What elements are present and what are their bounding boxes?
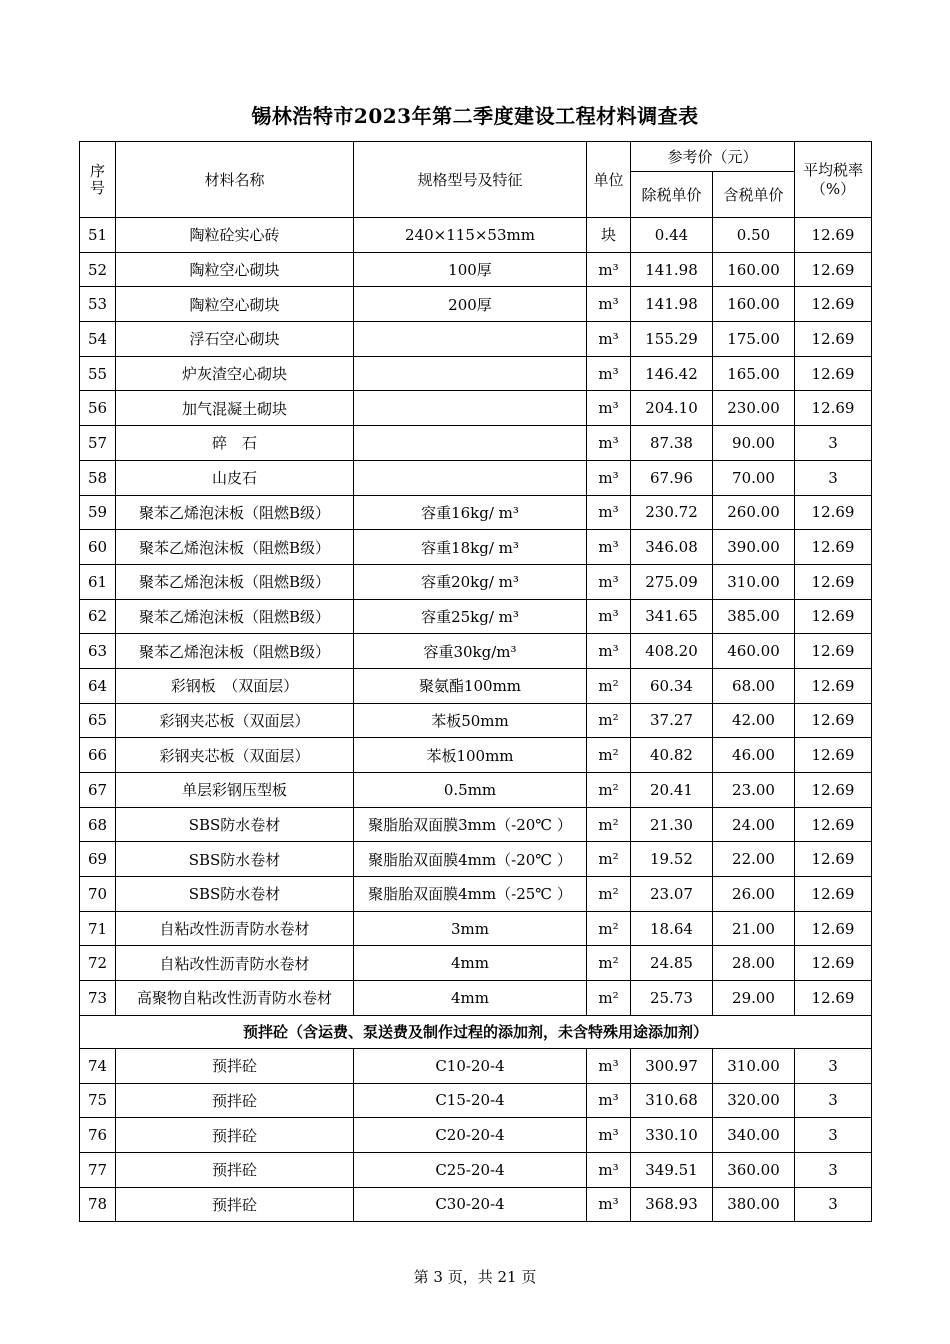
header-unit: 单位 [587,142,631,218]
cell-ex-tax-price: 19.52 [631,842,713,877]
cell-ex-tax-price: 25.73 [631,981,713,1016]
cell-tax-rate: 12.69 [795,877,872,912]
cell-tax-rate: 12.69 [795,911,872,946]
cell-ex-tax-price: 87.38 [631,426,713,461]
table-row [80,287,872,322]
cell-tax-rate: 12.69 [795,599,872,634]
cell-unit: m³ [587,1118,631,1153]
cell-seq: 51 [80,218,116,253]
cell-unit: m³ [587,391,631,426]
cell-inc-tax-price: 160.00 [713,252,795,287]
cell-inc-tax-price: 68.00 [713,668,795,703]
cell-spec: C30-20-4 [354,1187,587,1222]
cell-spec: 苯板50mm [354,703,587,738]
table-row [80,599,872,634]
cell-ex-tax-price: 346.08 [631,530,713,565]
cell-seq: 57 [80,426,116,461]
cell-name: 单层彩钢压型板 [116,773,354,808]
table-row [80,564,872,599]
cell-ex-tax-price: 204.10 [631,391,713,426]
table-row [80,773,872,808]
cell-unit: m² [587,842,631,877]
table-row [80,807,872,842]
table-body-b [80,1048,872,1221]
cell-tax-rate: 3 [795,1048,872,1083]
table-row [80,218,872,253]
cell-tax-rate: 3 [795,1187,872,1222]
cell-tax-rate: 12.69 [795,495,872,530]
cell-name: SBS防水卷材 [116,877,354,912]
cell-ex-tax-price: 310.68 [631,1083,713,1118]
cell-unit: m² [587,668,631,703]
cell-inc-tax-price: 380.00 [713,1187,795,1222]
cell-unit: m³ [587,634,631,669]
cell-ex-tax-price: 275.09 [631,564,713,599]
table-row [80,1187,872,1222]
table-row [80,322,872,357]
cell-unit: m³ [587,426,631,461]
cell-tax-rate: 12.69 [795,807,872,842]
cell-inc-tax-price: 46.00 [713,738,795,773]
cell-ex-tax-price: 60.34 [631,668,713,703]
cell-name: 加气混凝土砌块 [116,391,354,426]
cell-seq: 70 [80,877,116,912]
cell-seq: 53 [80,287,116,322]
cell-inc-tax-price: 21.00 [713,911,795,946]
cell-inc-tax-price: 310.00 [713,564,795,599]
table-row [80,426,872,461]
cell-unit: m³ [587,1083,631,1118]
cell-unit: m³ [587,322,631,357]
cell-tax-rate: 12.69 [795,218,872,253]
cell-inc-tax-price: 70.00 [713,460,795,495]
cell-unit: m² [587,877,631,912]
cell-inc-tax-price: 340.00 [713,1118,795,1153]
cell-spec: 100厚 [354,252,587,287]
table-row [80,703,872,738]
cell-seq: 76 [80,1118,116,1153]
materials-table [79,141,872,1222]
cell-inc-tax-price: 320.00 [713,1083,795,1118]
cell-unit: m³ [587,530,631,565]
cell-tax-rate: 3 [795,1083,872,1118]
cell-spec: 3mm [354,911,587,946]
cell-tax-rate: 12.69 [795,530,872,565]
table-row [80,842,872,877]
cell-inc-tax-price: 29.00 [713,981,795,1016]
cell-seq: 64 [80,668,116,703]
cell-name: 彩钢夹芯板（双面层） [116,703,354,738]
cell-ex-tax-price: 67.96 [631,460,713,495]
cell-name: 预拌砼 [116,1083,354,1118]
table-row [80,877,872,912]
cell-spec: 容重16kg/ m³ [354,495,587,530]
cell-seq: 58 [80,460,116,495]
cell-inc-tax-price: 26.00 [713,877,795,912]
cell-inc-tax-price: 42.00 [713,703,795,738]
table-row [80,356,872,391]
cell-seq: 65 [80,703,116,738]
cell-spec: 容重30kg/m³ [354,634,587,669]
cell-inc-tax-price: 165.00 [713,356,795,391]
cell-spec: 0.5mm [354,773,587,808]
cell-name: 碎 石 [116,426,354,461]
cell-tax-rate: 12.69 [795,981,872,1016]
cell-seq: 68 [80,807,116,842]
cell-ex-tax-price: 341.65 [631,599,713,634]
cell-seq: 72 [80,946,116,981]
cell-spec: 聚脂胎双面膜4mm（-25℃ ） [354,877,587,912]
cell-inc-tax-price: 160.00 [713,287,795,322]
table-row [80,252,872,287]
cell-inc-tax-price: 28.00 [713,946,795,981]
table-row [80,460,872,495]
cell-ex-tax-price: 141.98 [631,287,713,322]
cell-tax-rate: 12.69 [795,287,872,322]
cell-spec: 聚脂胎双面膜4mm（-20℃ ） [354,842,587,877]
header-tax-rate: 平均税率（%） [795,142,872,218]
cell-ex-tax-price: 141.98 [631,252,713,287]
cell-unit: m³ [587,495,631,530]
cell-tax-rate: 12.69 [795,738,872,773]
cell-spec [354,356,587,391]
cell-unit: m³ [587,1187,631,1222]
cell-name: 高聚物自粘改性沥青防水卷材 [116,981,354,1016]
cell-name: 炉灰渣空心砌块 [116,356,354,391]
cell-inc-tax-price: 260.00 [713,495,795,530]
cell-unit: m³ [587,287,631,322]
cell-seq: 56 [80,391,116,426]
cell-tax-rate: 12.69 [795,703,872,738]
cell-ex-tax-price: 24.85 [631,946,713,981]
cell-unit: m³ [587,460,631,495]
cell-tax-rate: 12.69 [795,252,872,287]
cell-spec [354,460,587,495]
header-name: 材料名称 [116,142,354,218]
cell-unit: m³ [587,356,631,391]
table-row [80,668,872,703]
cell-seq: 77 [80,1152,116,1187]
cell-unit: m³ [587,599,631,634]
cell-ex-tax-price: 20.41 [631,773,713,808]
cell-name: 浮石空心砌块 [116,322,354,357]
header-seq: 序号 [80,142,116,218]
cell-tax-rate: 12.69 [795,668,872,703]
cell-unit: m² [587,807,631,842]
cell-name: SBS防水卷材 [116,807,354,842]
page-title: 锡林浩特市2023年第二季度建设工程材料调查表 [251,104,699,128]
cell-spec: C15-20-4 [354,1083,587,1118]
cell-unit: m² [587,703,631,738]
cell-inc-tax-price: 230.00 [713,391,795,426]
cell-spec: 200厚 [354,287,587,322]
cell-tax-rate: 12.69 [795,564,872,599]
cell-tax-rate: 12.69 [795,946,872,981]
cell-unit: m² [587,981,631,1016]
cell-spec: 容重25kg/ m³ [354,599,587,634]
cell-ex-tax-price: 37.27 [631,703,713,738]
cell-name: SBS防水卷材 [116,842,354,877]
cell-seq: 67 [80,773,116,808]
cell-name: 预拌砼 [116,1048,354,1083]
cell-spec: 4mm [354,946,587,981]
table-row [80,495,872,530]
cell-seq: 52 [80,252,116,287]
cell-name: 自粘改性沥青防水卷材 [116,911,354,946]
cell-name: 彩钢板 （双面层） [116,668,354,703]
cell-seq: 66 [80,738,116,773]
cell-name: 陶粒砼实心砖 [116,218,354,253]
cell-unit: m³ [587,1152,631,1187]
cell-ex-tax-price: 408.20 [631,634,713,669]
table-row [80,530,872,565]
cell-seq: 74 [80,1048,116,1083]
cell-spec: 聚脂胎双面膜3mm（-20℃ ） [354,807,587,842]
cell-unit: 块 [587,218,631,253]
cell-seq: 59 [80,495,116,530]
cell-spec: 4mm [354,981,587,1016]
cell-inc-tax-price: 175.00 [713,322,795,357]
cell-tax-rate: 12.69 [795,842,872,877]
cell-name: 彩钢夹芯板（双面层） [116,738,354,773]
cell-ex-tax-price: 18.64 [631,911,713,946]
cell-tax-rate: 12.69 [795,391,872,426]
cell-ex-tax-price: 349.51 [631,1152,713,1187]
cell-name: 预拌砼 [116,1118,354,1153]
cell-seq: 61 [80,564,116,599]
cell-seq: 75 [80,1083,116,1118]
table-row [80,946,872,981]
cell-inc-tax-price: 24.00 [713,807,795,842]
cell-spec: 苯板100mm [354,738,587,773]
cell-ex-tax-price: 40.82 [631,738,713,773]
cell-name: 聚苯乙烯泡沫板（阻燃B级） [116,564,354,599]
cell-spec [354,391,587,426]
header-ex-tax: 除税单价 [631,172,713,218]
table-row [80,738,872,773]
table-row [80,1118,872,1153]
cell-tax-rate: 12.69 [795,634,872,669]
header-inc-tax: 含税单价 [713,172,795,218]
cell-ex-tax-price: 330.10 [631,1118,713,1153]
cell-unit: m³ [587,564,631,599]
cell-name: 聚苯乙烯泡沫板（阻燃B级） [116,634,354,669]
cell-unit: m² [587,738,631,773]
cell-tax-rate: 12.69 [795,773,872,808]
cell-name: 山皮石 [116,460,354,495]
cell-spec [354,426,587,461]
cell-inc-tax-price: 310.00 [713,1048,795,1083]
cell-seq: 71 [80,911,116,946]
cell-tax-rate: 3 [795,1118,872,1153]
header-ref-price: 参考价（元） [631,142,795,172]
cell-unit: m³ [587,252,631,287]
table-row [80,391,872,426]
cell-inc-tax-price: 22.00 [713,842,795,877]
cell-tax-rate: 3 [795,1152,872,1187]
cell-spec: 240×115×53mm [354,218,587,253]
cell-name: 预拌砼 [116,1152,354,1187]
cell-seq: 62 [80,599,116,634]
table-body-a [80,218,872,1016]
cell-inc-tax-price: 90.00 [713,426,795,461]
cell-name: 聚苯乙烯泡沫板（阻燃B级） [116,495,354,530]
cell-seq: 78 [80,1187,116,1222]
table-row [80,634,872,669]
cell-ex-tax-price: 0.44 [631,218,713,253]
cell-name: 陶粒空心砌块 [116,287,354,322]
cell-inc-tax-price: 460.00 [713,634,795,669]
cell-ex-tax-price: 368.93 [631,1187,713,1222]
table-row [80,1083,872,1118]
cell-unit: m² [587,946,631,981]
cell-ex-tax-price: 21.30 [631,807,713,842]
cell-spec: C10-20-4 [354,1048,587,1083]
cell-spec [354,322,587,357]
cell-seq: 63 [80,634,116,669]
cell-tax-rate: 12.69 [795,356,872,391]
table-row [80,911,872,946]
cell-seq: 69 [80,842,116,877]
header-spec: 规格型号及特征 [354,142,587,218]
section-row-group [80,1015,872,1048]
cell-tax-rate: 3 [795,460,872,495]
cell-inc-tax-price: 385.00 [713,599,795,634]
cell-spec: 容重18kg/ m³ [354,530,587,565]
cell-ex-tax-price: 146.42 [631,356,713,391]
cell-inc-tax-price: 23.00 [713,773,795,808]
cell-inc-tax-price: 390.00 [713,530,795,565]
table-row [80,1048,872,1083]
cell-seq: 54 [80,322,116,357]
cell-spec: C20-20-4 [354,1118,587,1153]
table-row [80,981,872,1016]
cell-seq: 73 [80,981,116,1016]
cell-name: 聚苯乙烯泡沫板（阻燃B级） [116,599,354,634]
cell-name: 自粘改性沥青防水卷材 [116,946,354,981]
cell-seq: 55 [80,356,116,391]
cell-ex-tax-price: 300.97 [631,1048,713,1083]
cell-ex-tax-price: 155.29 [631,322,713,357]
cell-spec: 容重20kg/ m³ [354,564,587,599]
cell-tax-rate: 12.69 [795,322,872,357]
cell-unit: m² [587,911,631,946]
cell-inc-tax-price: 360.00 [713,1152,795,1187]
cell-spec: 聚氨酯100mm [354,668,587,703]
cell-name: 预拌砼 [116,1187,354,1222]
cell-spec: C25-20-4 [354,1152,587,1187]
cell-name: 陶粒空心砌块 [116,252,354,287]
section-title: 预拌砼（含运费、泵送费及制作过程的添加剂，未含特殊用途添加剂） [80,1015,872,1048]
page-footer: 第 3 页，共 21 页 [413,1268,537,1286]
cell-ex-tax-price: 230.72 [631,495,713,530]
cell-unit: m² [587,773,631,808]
cell-inc-tax-price: 0.50 [713,218,795,253]
cell-unit: m³ [587,1048,631,1083]
cell-seq: 60 [80,530,116,565]
cell-name: 聚苯乙烯泡沫板（阻燃B级） [116,530,354,565]
table-row [80,1152,872,1187]
cell-ex-tax-price: 23.07 [631,877,713,912]
cell-tax-rate: 3 [795,426,872,461]
